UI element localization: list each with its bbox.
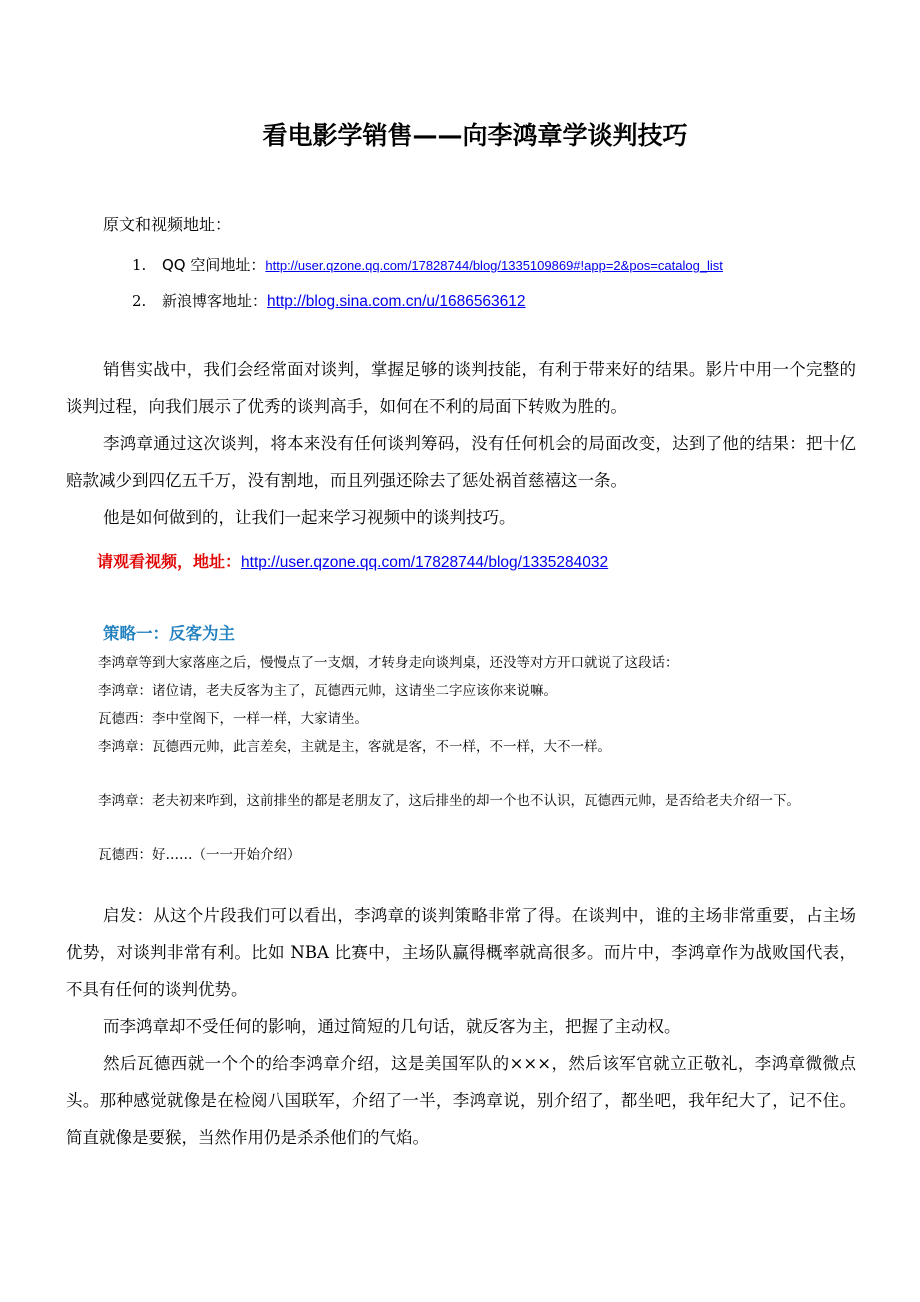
qq-zone-link[interactable]: http://user.qzone.qq.com/17828744/blog/1335109869#!app=2&pos=catalog_list: [265, 258, 723, 273]
dialogue-line: 瓦德西：李中堂阁下，一样一样，大家请坐。: [98, 711, 368, 727]
list-number: 1.: [132, 256, 147, 274]
dialogue-line: 李鸿章：老夫初来咋到，这前排坐的都是老朋友了，这后排坐的却一个也不认识，瓦德西元帅，是否给老夫介绍一下。: [98, 793, 800, 809]
list-number: 2.: [132, 292, 147, 310]
dialogue-line: 瓦德西：好……（一一开始介绍）: [98, 847, 301, 863]
source-item-sina: [132, 290, 526, 311]
strategy-heading: 策略一：反客为主: [103, 624, 235, 643]
dialogue-line: 李鸿章：瓦德西元帅，此言差矣，主就是主，客就是客，不一样，不一样，大不一样。: [98, 739, 611, 755]
intro-paragraph: 销售实战中，我们会经常面对谈判，掌握足够的谈判技能，有利于带来好的结果。影片中用一个完整的谈判过程，向我们展示了优秀的谈判高手，如何在不利的局面下转败为胜的。: [66, 360, 856, 416]
insight-paragraph: 启发：从这个片段我们可以看出，李鸿章的谈判策略非常了得。在谈判中，谁的主场非常重要，占主场优势，对谈判非常有利。比如 NBA 比赛中，主场队赢得概率就高很多。而片中，李鸿章作为战败国代表，不具有任何的谈判优势。: [66, 906, 856, 999]
page-title: 看电影学销售——向李鸿章学谈判技巧: [262, 121, 688, 150]
dialogue-line: 李鸿章：诸位请，老夫反客为主了，瓦德西元帅，这请坐二字应该你来说嘛。: [98, 683, 557, 699]
source-item-qq: [132, 254, 723, 275]
video-line: [97, 549, 608, 572]
intro-paragraph: 李鸿章通过这次谈判，将本来没有任何谈判筹码，没有任何机会的局面改变，达到了他的结果：把十亿赔款减少到四亿五千万，没有割地，而且列强还除去了惩处祸首慈禧这一条。: [66, 434, 856, 490]
sina-blog-link[interactable]: http://blog.sina.com.cn/u/1686563612: [267, 293, 526, 310]
insight-paragraph: 然后瓦德西就一个个的给李鸿章介绍，这是美国军队的×××，然后该军官就立正敬礼，李鸿章微微点头。那种感觉就像是在检阅八国联军，介绍了一半，李鸿章说，别介绍了，都坐吧，我年纪大了，记不住。简直就像是要猴，当然作用仍是杀杀他们的气焰。: [66, 1054, 856, 1147]
source-label-sina: 新浪博客地址：: [162, 292, 268, 310]
video-link[interactable]: http://user.qzone.qq.com/17828744/blog/1335284032: [241, 554, 609, 571]
video-label: 请观看视频，地址：: [97, 552, 242, 571]
insight-paragraph: 而李鸿章却不受任何的影响，通过简短的几句话，就反客为主，把握了主动权。: [103, 1017, 681, 1036]
intro-paragraph: 他是如何做到的，让我们一起来学习视频中的谈判技巧。: [103, 508, 516, 527]
source-label-qq: QQ 空间地址：: [162, 256, 266, 274]
source-label: 原文和视频地址：: [103, 215, 232, 234]
dialogue-line: 李鸿章等到大家落座之后，慢慢点了一支烟，才转身走向谈判桌，还没等对方开口就说了这段话：: [98, 655, 679, 671]
